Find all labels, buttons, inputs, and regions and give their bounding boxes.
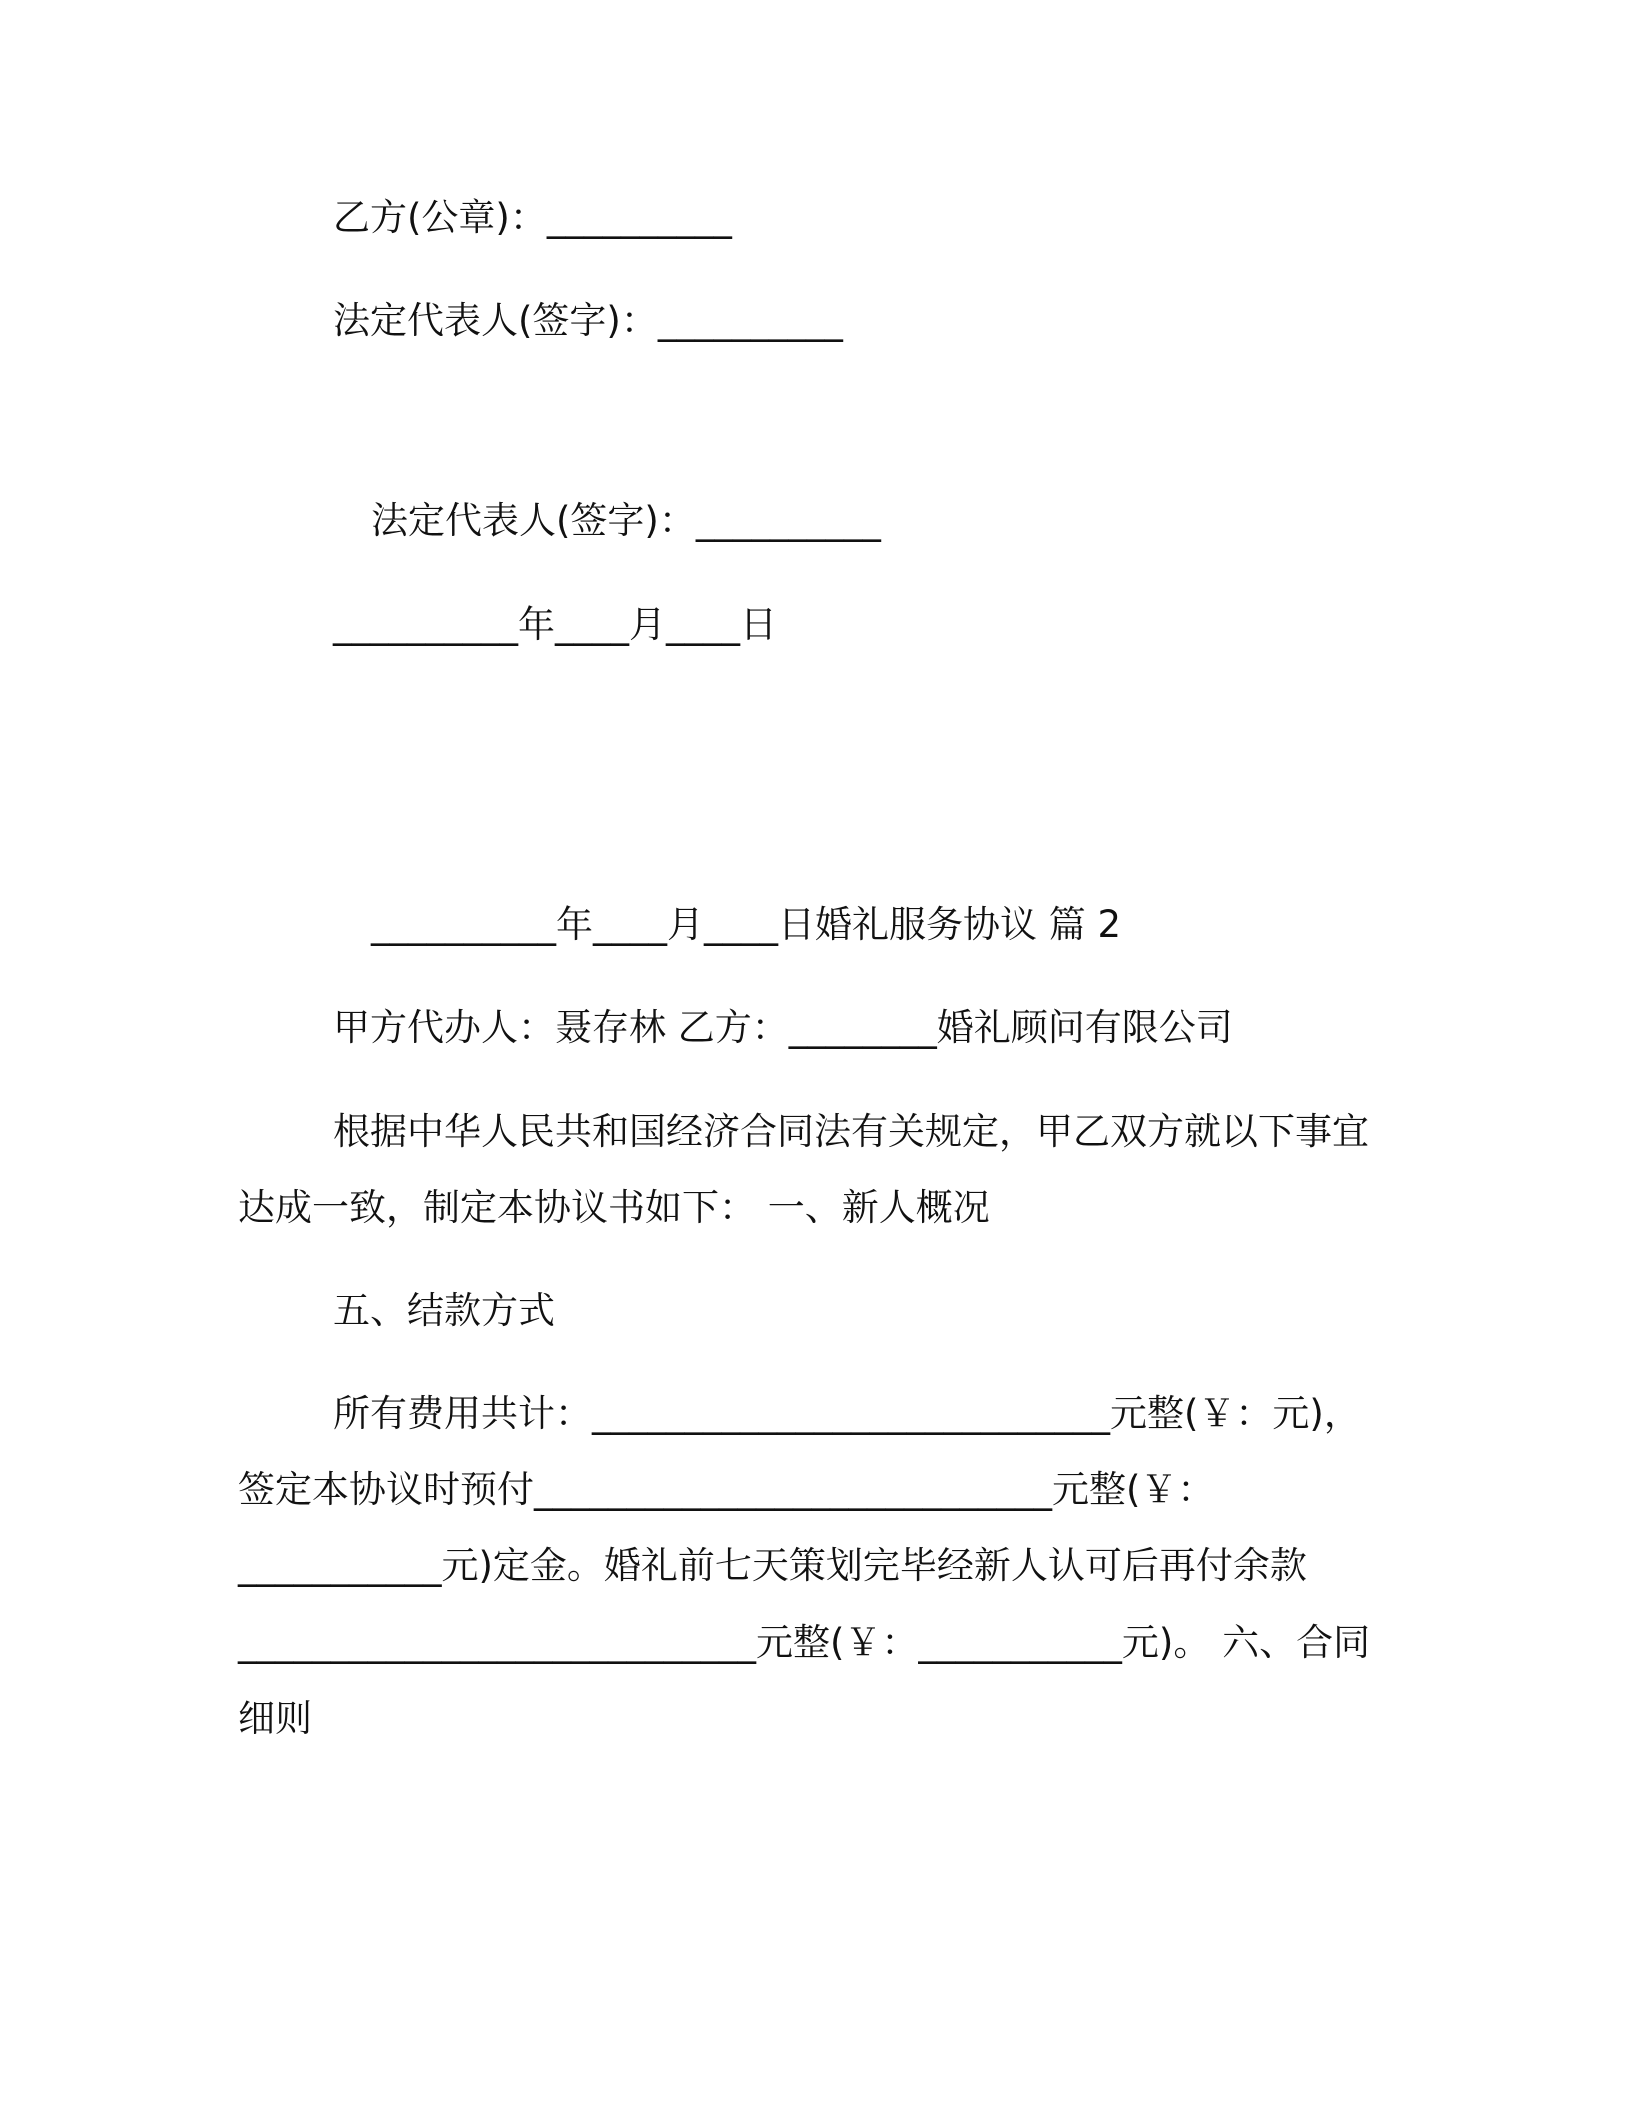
section-heading-payment: 五、结款方式: [333, 1289, 555, 1332]
intro-paragraph-line-2: 达成一致，制定本协议书如下： 一、新人概况: [238, 1186, 990, 1229]
intro-paragraph-line-1: 根据中华人民共和国经济合同法有关规定，甲乙双方就以下事宜: [333, 1110, 1369, 1153]
payment-paragraph-line-4: ____________________________元整(￥：___________元)。 六、合同: [238, 1621, 1371, 1664]
payment-paragraph-line-3: ___________元)定金。婚礼前七天策划完毕经新人认可后再付余款: [238, 1544, 1307, 1587]
party-b-seal-line: 乙方(公章)：__________: [333, 196, 732, 239]
parties-line: 甲方代办人：聂存林 乙方：________婚礼顾问有限公司: [333, 1006, 1233, 1049]
legal-representative-signature-line: 法定代表人(签字)：__________: [333, 299, 843, 342]
legal-representative-signature-line-2: 法定代表人(签字)：__________: [371, 499, 881, 542]
payment-paragraph-line-5: 细则: [238, 1697, 312, 1740]
date-line: __________年____月____日: [333, 603, 777, 646]
payment-paragraph-line-2: 签定本协议时预付____________________________元整(￥：: [238, 1468, 1215, 1511]
payment-paragraph-line-1: 所有费用共计：____________________________元整(￥：元)，: [333, 1392, 1361, 1435]
agreement-title: __________年____月____日婚礼服务协议 篇 2: [371, 903, 1122, 946]
